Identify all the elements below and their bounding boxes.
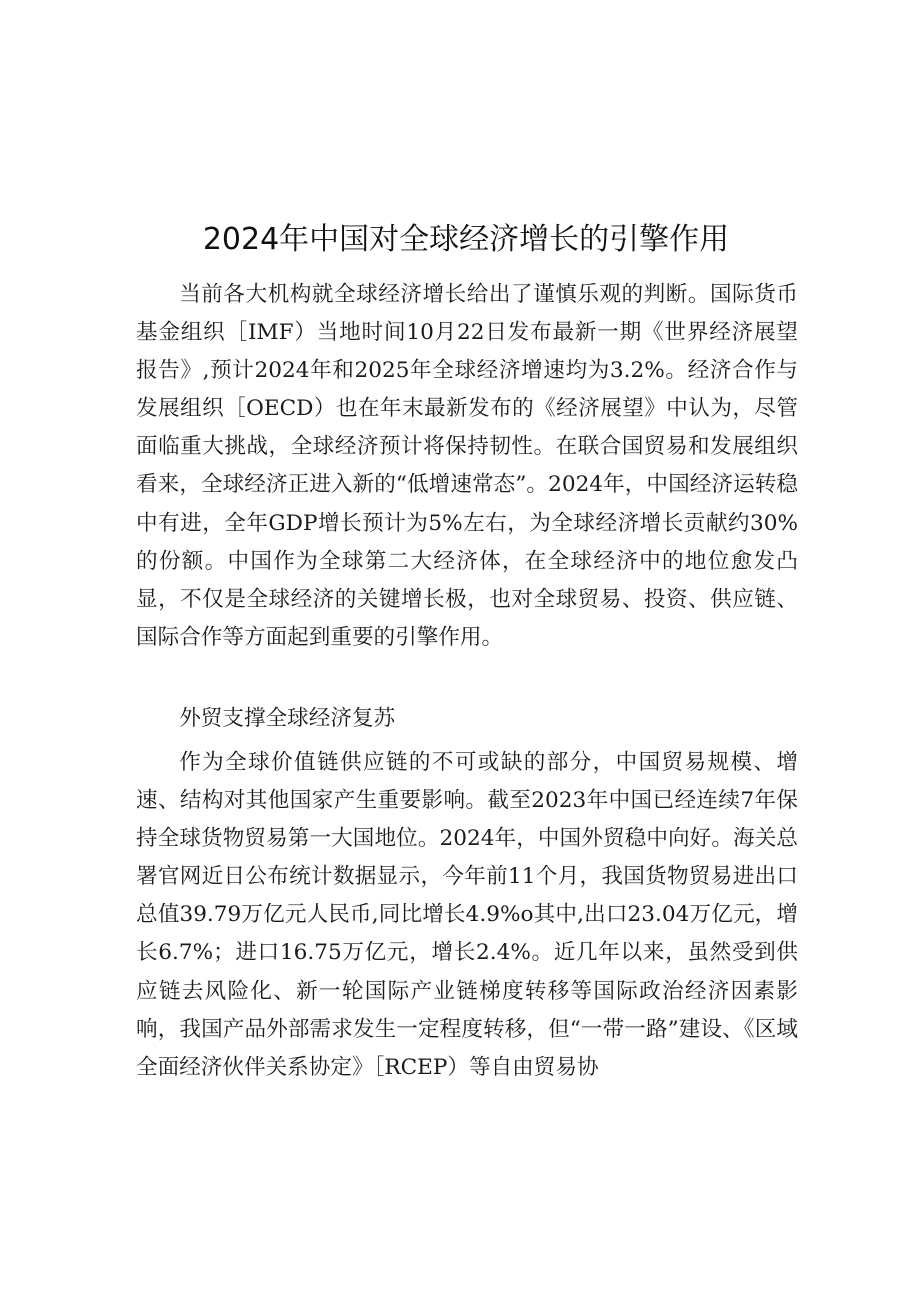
section-heading: 外贸支撑全球经济复苏 <box>179 706 396 731</box>
paragraph-foreign-trade: 作为全球价值链供应链的不可或缺的部分，中国贸易规模、增速、结构对其他国家产生重要影响。截至2023年中国已经连续7年保持全球货物贸易第一大国地位。2024年，中国外贸稳中向好。海关总署官网近日公布统计数据显示，今年前11个月，我国货物贸易进出口总值39.79万亿元人民币,同比增长4.9%o其中,出口23.04万亿元，增长6.7%；进口16.75万亿元，增长2.4%。近几年以来，虽然受到供应链去风险化、新一轮国际产业链梯度转移等国际政治经济因素影响，我国产品外部需求发生一定程度转移，但“一带一路”建设、《区域全面经济伙伴关系协定》［RCEP）等自由贸易协 <box>136 750 798 1080</box>
paragraph-intro: 当前各大机构就全球经济增长给出了谨慎乐观的判断。国际货币基金组织［IMF）当地时间10月22日发布最新一期《世界经济展望报告》,预计2024年和2025年全球经济增速均为3.2%。经济合作与发展组织［OECD）也在年末最新发布的《经济展望》中认为，尽管面临重大挑战，全球经济预计将保持韧性。在联合国贸易和发展组织看来，全球经济正进入新的“低增速常态”。2024年，中国经济运转稳中有进，全年GDP增长预计为5%左右，为全球经济增长贡献约30%的份额。中国作为全球第二大经济体，在全球经济中的地位愈发凸显，不仅是全球经济的关键增长极，也对全球贸易、投资、供应链、国际合作等方面起到重要的引擎作用。 <box>136 282 798 650</box>
document-title: 2024年中国对全球经济增长的引擎作用 <box>202 222 730 257</box>
